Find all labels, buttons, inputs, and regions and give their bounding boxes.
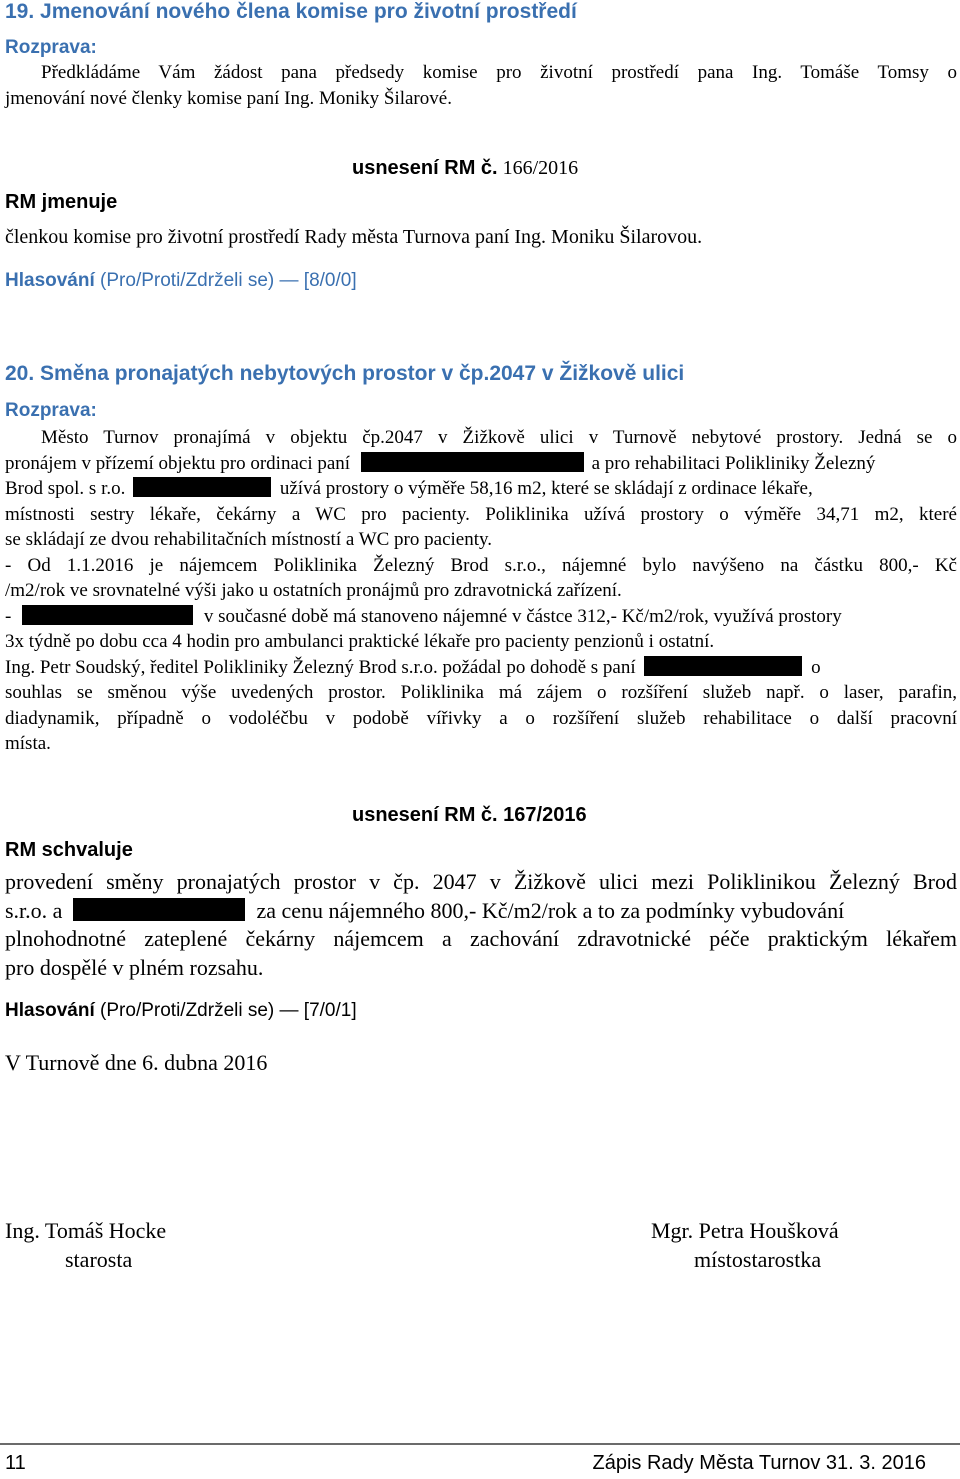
section-19-rozprava-text: [5, 60, 957, 111]
section-19-usneseni-label: usnesení RM č.: [352, 157, 498, 179]
section-20-line-13: místa.: [5, 733, 51, 754]
section-20-line-3b: užívá prostory o výměře 58,16 m2, které se skládají z ordinace lékaře,: [279, 478, 813, 499]
section-20-line-8: [5, 604, 957, 630]
footer-page-number: 11: [5, 1452, 26, 1474]
section-20-usneseni: usnesení RM č. 167/2016: [352, 804, 587, 826]
section-20-line-10a: Ing. Petr Soudský, ředitel Polikliniky Železný Brod s.r.o. požádal po dohodě s paní: [5, 656, 636, 678]
section-20-line-12: diadynamik, případně o vodoléčbu v podobě vířivky a o rozšíření služeb rehabilitace o další pracovní: [5, 707, 957, 729]
section-20-decision-line-2b: za cenu nájemného 800,- Kč/m2/rok a to za podmínky vybudování: [256, 897, 845, 923]
section-20-line-5: se skládají ze dvou rehabilitačních místností a WC pro pacienty.: [5, 529, 493, 550]
signer-2-name: Mgr. Petra Houšková: [651, 1218, 839, 1243]
footer-rule: [0, 1443, 960, 1445]
section-19-decision-text: členkou komise pro životní prostředí Rady města Turnova paní Ing. Moniku Šilarovou.: [5, 226, 703, 248]
section-19-title: 19. Jmenování nového člena komise pro životní prostředí: [5, 0, 577, 23]
redaction-block: [22, 605, 193, 625]
section-20-decision-line-1: provedení směny pronajatých prostor v čp. 2047 v Žižkově ulici mezi Poliklinikou Železný Brod: [5, 869, 957, 894]
section-19-usneseni: [352, 157, 578, 180]
section-20-vote-text: (Pro/Proti/Zdrželi se) — [7/0/1]: [100, 1000, 357, 1021]
section-20-decision-label: RM schvaluje: [5, 839, 133, 861]
section-20-decision-text: [5, 869, 957, 983]
section-20-rozprava-label: Rozprava:: [5, 400, 97, 421]
section-20-line-2a: pronájem v přízemí objektu pro ordinaci paní: [5, 452, 351, 474]
redaction-block: [133, 477, 271, 497]
section-19-vote: [5, 270, 357, 292]
section-20-line-2: [5, 451, 957, 477]
signer-2-role: místostarostka: [694, 1247, 822, 1272]
section-20-vote-label: Hlasování: [5, 1000, 95, 1021]
section-20-line-3: [5, 476, 957, 502]
section-19-rozprava-line-1: Předkládáme Vám žádost pana předsedy komise pro životní prostředí pana Ing. Tomáše Tomsy o: [41, 62, 957, 83]
section-20-title: 20. Směna pronajatých nebytových prostor v čp.2047 v Žižkově ulici: [5, 362, 685, 385]
section-20-decision-line-3: plnohodnotné zateplené čekárny nájemcem a zachování zdravotnické péče praktickým lékařem: [5, 926, 957, 951]
section-20-line-7: /m2/rok ve srovnatelné výši jako u ostatních pronájmů pro zdravotnická zařízení.: [5, 580, 622, 601]
section-20-line-8a: -: [5, 605, 12, 627]
section-19-rozprava-line-2: jmenování nové členky komise paní Ing. Moniky Šilarové.: [5, 87, 452, 109]
section-19-decision-label: RM jmenuje: [5, 191, 118, 213]
section-20-decision-line-2a: s.r.o. a: [5, 897, 63, 923]
section-19-usneseni-number: 166/2016: [502, 157, 579, 179]
section-20-vote: [5, 1000, 357, 1022]
section-19-vote-label: Hlasování: [5, 270, 95, 291]
section-20-line-3a: Brod spol. s r.o.: [5, 478, 126, 499]
section-20-line-8b: v současné době má stanoveno nájemné v částce 312,- Kč/m2/rok, využívá prostory: [203, 605, 842, 627]
section-20-line-2b: a pro rehabilitaci Polikliniky Železný: [591, 452, 876, 474]
section-20-line-11: souhlas se směnou výše uvedených prostor. Poliklinika má zájem o rozšíření služeb např. o laser, parafin,: [5, 682, 957, 703]
section-20-line-10b: o: [811, 656, 821, 678]
section-20-line-10: [5, 655, 957, 681]
redaction-block: [73, 898, 245, 921]
signer-1-role: starosta: [65, 1247, 133, 1272]
section-20-line-4: místnosti sestry lékaře, čekárny a WC pro pacienty. Poliklinika užívá prostory o výměře 34,71 m2, které: [5, 503, 957, 525]
section-20-line-1: Město Turnov pronajímá v objektu čp.2047 v Žižkově ulici v Turnově nebytové prostory. Jedná se o: [41, 427, 957, 448]
footer-doc-title: Zápis Rady Města Turnov 31. 3. 2016: [592, 1452, 926, 1474]
section-20-line-6: - Od 1.1.2016 je nájemcem Poliklinika Železný Brod s.r.o., nájemné bylo navýšeno na částku 800,- Kč: [5, 554, 957, 576]
section-20-decision-line-4: pro dospělé v plném rozsahu.: [5, 954, 264, 980]
section-19-rozprava-label: Rozprava:: [5, 37, 97, 58]
redaction-block: [644, 656, 802, 676]
section-20-line-9: 3x týdně po dobu cca 4 hodin pro ambulanci praktické lékaře pro pacienty penzionů i ostatní.: [5, 631, 715, 652]
section-20-rozprava-text: [5, 425, 957, 757]
section-19-vote-text: (Pro/Proti/Zdrželi se) — [8/0/0]: [100, 270, 357, 291]
signer-1-name: Ing. Tomáš Hocke: [5, 1218, 167, 1243]
section-20-decision-line-2: [5, 898, 957, 927]
place-date: V Turnově dne 6. dubna 2016: [5, 1050, 268, 1075]
redaction-block: [361, 452, 584, 472]
